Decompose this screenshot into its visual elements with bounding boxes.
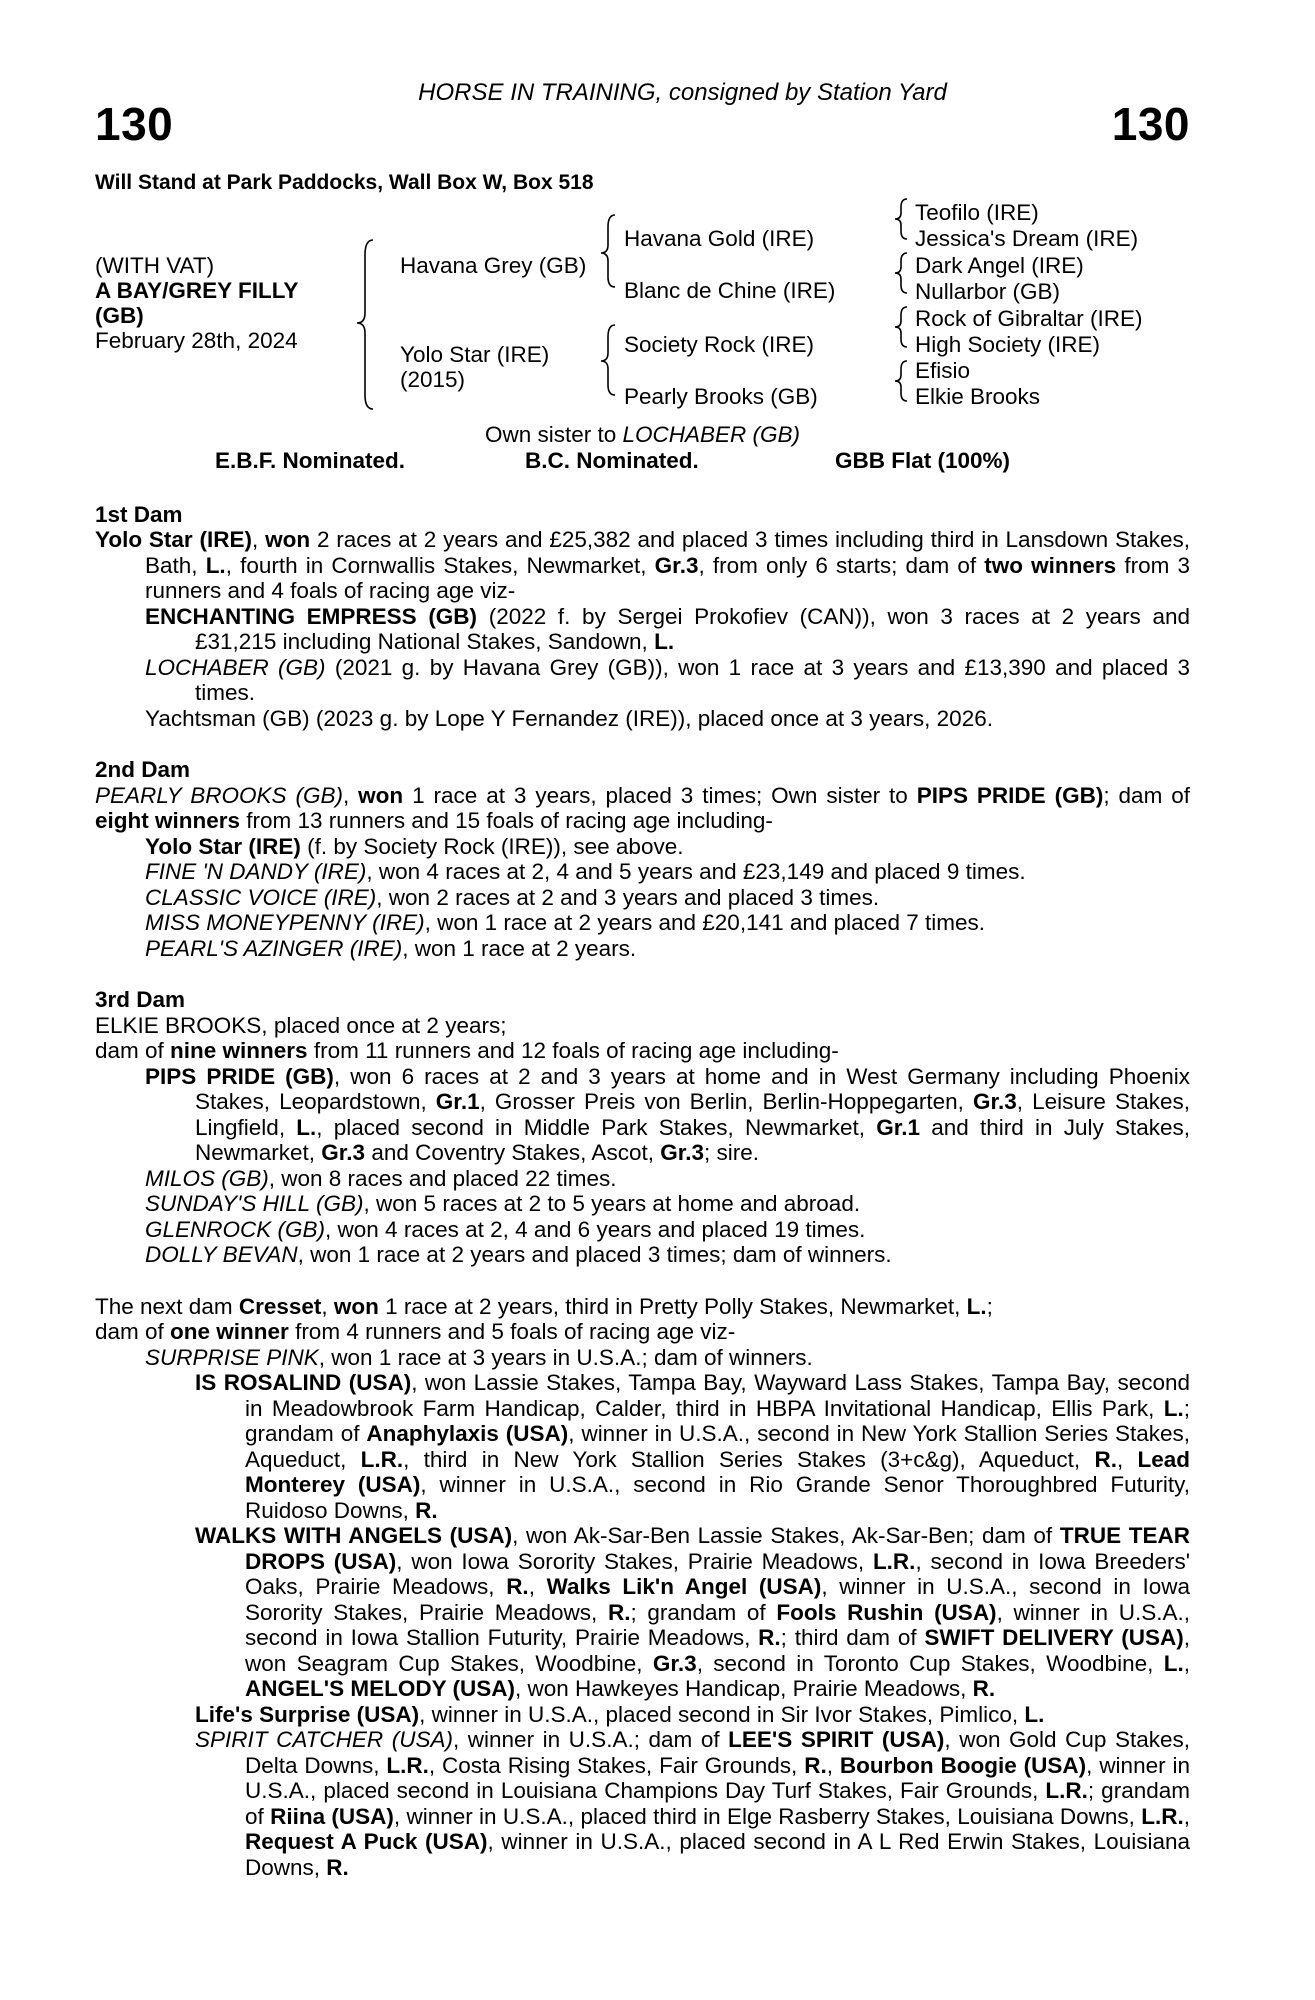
first-dam-heading: 1st Dam (95, 501, 183, 527)
offspring-name: SUNDAY'S HILL (GB) (145, 1191, 364, 1216)
offspring-name: PIPS PRIDE (GB) (145, 1063, 334, 1089)
text: and third in July Stakes, Newmarket, (195, 1114, 1190, 1165)
listed-restricted-mark: L.R. (872, 1548, 916, 1574)
text: , (1183, 1803, 1190, 1829)
text: The next dam (95, 1293, 239, 1319)
text: , won 4 races at 2, 4 and 6 years and placed 19 times. (325, 1216, 866, 1242)
offspring-entry (95, 1191, 1190, 1217)
text: from 11 runners and 12 foals of racing age including- (307, 1038, 839, 1063)
own-sister-name: LOCHABER (GB) (622, 422, 801, 447)
horse-name: TRUE TEAR DROPS (USA) (245, 1523, 1191, 1574)
first-dam-paragraph (95, 527, 1190, 604)
sire-name: Havana Grey (GB) (400, 253, 587, 278)
sep: , (342, 782, 359, 808)
third-dam-line: ELKIE BROOKS, placed once at 2 years; (95, 1012, 507, 1038)
ancestor-8: Elkie Brooks (915, 384, 1041, 409)
restricted-mark: R. (804, 1752, 827, 1778)
second-dam-heading: 2nd Dam (95, 757, 191, 782)
grand-offspring-entry (95, 1702, 1190, 1728)
brace-g3 (895, 307, 907, 347)
offspring-name: WALKS WITH ANGELS (USA) (195, 1523, 513, 1548)
third-dam-paragraph (95, 1038, 1190, 1064)
dam-name: Yolo Star (IRE) (400, 342, 550, 367)
dam-sire: Society Rock (IRE) (624, 332, 815, 357)
restricted-mark: R. (972, 1676, 996, 1701)
offspring-name: IS ROSALIND (USA) (195, 1370, 412, 1395)
text: , won Seagram Cup Stakes, Woodbine, (245, 1625, 1191, 1676)
restricted-mark: R. (1094, 1446, 1117, 1472)
own-sister-note (95, 422, 1190, 448)
listed-mark: L. (205, 552, 226, 578)
won-label: won (358, 782, 404, 808)
offspring-entry (95, 1064, 1190, 1166)
offspring-name: SPIRIT CATCHER (USA) (195, 1727, 453, 1752)
offspring-entry (95, 936, 1190, 962)
text: ; (986, 1293, 993, 1319)
text: dam of (95, 1038, 171, 1063)
listed-restricted-mark: L.R. (360, 1446, 404, 1472)
text: , winner in U.S.A., placed second in Sir Ivor Stakes, Pimlico, (419, 1701, 1025, 1727)
third-dam-heading: 3rd Dam (95, 987, 186, 1012)
offspring-name: Yolo Star (IRE) (145, 833, 301, 859)
gbb-flat: GBB Flat (100%) (835, 447, 1011, 473)
listed-restricted-mark: L.R. (386, 1752, 429, 1778)
foaling-date: February 28th, 2024 (95, 328, 298, 353)
offspring-entry (95, 859, 1190, 885)
text: ; sire. (704, 1140, 760, 1165)
ancestor-7: Efisio (915, 358, 971, 383)
horse-name: Walks Lik'n Angel (USA) (546, 1574, 822, 1599)
text: 2 races at 2 years and £25,382 and placed 3 times including third in Lansdown Stakes, Bath, (145, 527, 1190, 578)
listed-mark: L. (1163, 1650, 1184, 1676)
consignor-line: HORSE IN TRAINING, consigned by Station Yard (418, 79, 947, 106)
text: , won Lassie Stakes, Tampa Bay, Wayward Lass Stakes, Tampa Bay, second in Meadowbrook Farm Handicap, Calder, third in HBPA Invitational Handicap, Ellis Park, (245, 1370, 1191, 1421)
dam-dam: Pearly Brooks (GB) (624, 384, 818, 409)
nominations-row (95, 448, 1190, 476)
horse-name: Riina (USA) (270, 1803, 394, 1829)
offspring-entry (95, 1217, 1190, 1243)
grand-offspring-entry (95, 1727, 1190, 1880)
text: , winner in U.S.A., placed third in Elge Rasberry Stakes, Louisiana Downs, (393, 1803, 1142, 1829)
brace-dam (601, 325, 615, 395)
brace-g2 (895, 253, 907, 293)
offspring-text: Yachtsman (GB) (2023 g. by Lope Y Fernandez (IRE)), placed once at 3 years, 2026. (145, 705, 993, 731)
text: , fourth in Cornwallis Stakes, Newmarket, (225, 552, 655, 578)
offspring-name: MISS MONEYPENNY (IRE) (145, 910, 425, 935)
text: , Costa Rising Stakes, Fair Grounds, (428, 1752, 805, 1778)
next-dam-name: Cresset (238, 1293, 322, 1319)
horse-name: Fools Rushin (USA) (776, 1599, 997, 1625)
own-sister-prefix: Own sister to (484, 422, 623, 447)
text: ; grandam of (245, 1778, 1190, 1829)
text: , winner in U.S.A., placed second in Louisiana Champions Day Turf Stakes, Fair Grounds, (245, 1752, 1191, 1803)
offspring-name: ENCHANTING EMPRESS (GB) (145, 603, 478, 629)
text: ; third dam of (780, 1625, 925, 1650)
text: , second in Toronto Cup Stakes, Woodbine, (696, 1650, 1164, 1676)
text: , placed second in Middle Park Stakes, Newmarket, (316, 1114, 877, 1140)
text: , won Ak-Sar-Ben Lassie Stakes, Ak-Sar-Ben; dam of (512, 1523, 1060, 1548)
listed-mark: L. (296, 1114, 317, 1140)
winners-count: eight winners (95, 808, 241, 833)
listed-restricted-mark: L.R. (1141, 1803, 1184, 1829)
text: , winner in U.S.A., second in Iowa Sorority Stakes, Prairie Meadows, (245, 1574, 1190, 1625)
group-mark: Gr.3 (321, 1140, 366, 1165)
standing-location: Will Stand at Park Paddocks, Wall Box W, Box 518 (95, 170, 594, 194)
lot-number-right: 130 (1111, 97, 1190, 150)
text: dam of (95, 1319, 171, 1344)
second-dam-paragraph (95, 783, 1190, 834)
text: (2022 f. by Sergei Prokofiev (CAN)), won 3 races at 2 years and £31,215 including National Stakes, Sandown, (195, 603, 1190, 654)
horse-description-country: (GB) (95, 303, 144, 328)
ancestor-5: Rock of Gibraltar (IRE) (915, 306, 1143, 331)
offspring-name: CLASSIC VOICE (IRE) (145, 884, 377, 910)
group-mark: Gr.3 (654, 552, 699, 578)
text: , won 6 races at 2 and 3 years at home and in West Germany including Phoenix Stakes, Leopardstown, (195, 1063, 1191, 1114)
listed-mark: L. (1163, 1395, 1184, 1421)
sire-dam: Blanc de Chine (IRE) (624, 278, 836, 303)
text: , won 1 race at 2 years. (402, 935, 637, 961)
restricted-mark: R. (607, 1599, 631, 1625)
text: , won 1 race at 3 years in U.S.A.; dam of winners. (318, 1344, 813, 1370)
offspring-name: PEARL'S AZINGER (IRE) (145, 935, 403, 961)
winners-count: one winner (170, 1319, 289, 1344)
restricted-mark: R. (415, 1497, 438, 1523)
horse-name: Bourbon Boogie (USA) (839, 1752, 1087, 1778)
offspring-entry (95, 655, 1190, 706)
text: 1 race at 3 years, placed 3 times; Own sister to (403, 782, 917, 808)
text: , third in New York Stallion Series Stakes (3+c&g), Aqueduct, (403, 1446, 1095, 1472)
text: , (1116, 1446, 1138, 1472)
brace-g4 (895, 361, 907, 401)
ancestor-6: High Society (IRE) (915, 332, 1101, 357)
sire-sire: Havana Gold (IRE) (624, 226, 815, 251)
sep: , (321, 1293, 334, 1319)
winners-count: nine winners (170, 1038, 308, 1063)
group-mark: Gr.1 (876, 1114, 921, 1140)
dam-name: PEARLY BROOKS (GB) (95, 782, 343, 808)
text: (f. by Society Rock (IRE)), see above. (300, 833, 684, 859)
offspring-name: DOLLY BEVAN (145, 1242, 298, 1267)
ancestor-3: Dark Angel (IRE) (915, 253, 1084, 278)
group-mark: Gr.1 (435, 1089, 480, 1114)
offspring-name: Life's Surprise (USA) (195, 1701, 420, 1727)
brace-gen1 (357, 240, 373, 409)
text: , (1183, 1650, 1190, 1676)
listed-mark: L. (1024, 1701, 1045, 1727)
text: from 13 runners and 15 foals of racing age including- (240, 808, 773, 833)
won-label: won (265, 527, 311, 552)
text: , second in Iowa Breeders' Oaks, Prairie Meadows, (245, 1548, 1190, 1599)
text: , Leisure Stakes, Lingfield, (195, 1089, 1190, 1140)
horse-name: ANGEL'S MELODY (USA) (245, 1676, 515, 1701)
text: , won 1 race at 2 years and placed 3 times; dam of winners. (297, 1242, 892, 1267)
offspring-entry (95, 834, 1190, 860)
winners-count: two winners (984, 552, 1117, 578)
offspring-name: FINE 'N DANDY (IRE) (145, 859, 367, 884)
text: ; grandam of (245, 1395, 1190, 1446)
horse-description: A BAY/GREY FILLY (95, 278, 299, 303)
text: , winner in U.S.A., second in Rio Grande Senor Thoroughbred Futurity, Ruidoso Downs, (245, 1472, 1191, 1523)
restricted-mark: R. (326, 1854, 349, 1880)
offspring-name: LOCHABER (GB) (145, 654, 326, 680)
horse-name: Request A Puck (USA) (245, 1829, 488, 1854)
catalogue-page (95, 80, 1190, 1880)
horse-name: Lead Monterey (USA) (245, 1446, 1191, 1497)
lot-number-row (95, 97, 1190, 164)
next-dam-line (95, 1294, 1190, 1320)
group-mark: Gr.3 (652, 1650, 697, 1676)
listed-restricted-mark: L.R. (1045, 1778, 1088, 1803)
offspring-entry (95, 1166, 1190, 1192)
brace-sire (601, 215, 615, 287)
group-mark: Gr.3 (660, 1140, 704, 1165)
text: , won 5 races at 2 to 5 years at home and abroad. (363, 1191, 861, 1216)
offspring-entry (95, 604, 1190, 655)
text: , won 1 race at 2 years and £20,141 and placed 7 times. (424, 910, 985, 935)
text: , from only 6 starts; dam of (698, 552, 985, 578)
ancestor-2: Jessica's Dream (IRE) (915, 226, 1139, 251)
text: (2021 g. by Havana Grey (GB)), won 1 race at 3 years and £13,390 and placed 3 times. (195, 654, 1190, 705)
ebf-nomination: E.B.F. Nominated. (215, 447, 406, 473)
listed-mark: L. (654, 629, 675, 654)
sister-name: PIPS PRIDE (GB) (916, 782, 1104, 808)
ancestor-1: Teofilo (IRE) (915, 200, 1039, 225)
sep: , (252, 527, 266, 552)
vat-label: (WITH VAT) (95, 253, 215, 278)
bc-nomination: B.C. Nominated. (525, 447, 699, 473)
ancestor-4: Nullarbor (GB) (915, 279, 1061, 304)
offspring-name: SURPRISE PINK (145, 1344, 319, 1370)
text: , winner in U.S.A., placed second in A L Red Erwin Stakes, Louisiana Downs, (245, 1829, 1190, 1880)
next-dam-produce-line (95, 1319, 1190, 1345)
text: , won Hawkeyes Handicap, Prairie Meadows, (514, 1676, 973, 1701)
text: 1 race at 2 years, third in Pretty Polly Stakes, Newmarket, (378, 1293, 967, 1319)
offspring-entry (95, 1345, 1190, 1371)
text: ; dam of (1103, 782, 1190, 808)
restricted-mark: R. (758, 1625, 781, 1650)
grand-offspring-entry (95, 1523, 1190, 1702)
text: and Coventry Stakes, Ascot, (365, 1140, 661, 1165)
text: from 3 runners and 4 foals of racing age viz- (145, 552, 1190, 603)
pedigree-table (95, 195, 1190, 420)
offspring-entry (95, 1242, 1190, 1268)
offspring-entry (95, 910, 1190, 936)
horse-name: SWIFT DELIVERY (USA) (924, 1625, 1184, 1650)
text: ; grandam of (630, 1599, 777, 1625)
offspring-name: MILOS (GB) (145, 1165, 269, 1191)
lot-number-left: 130 (95, 97, 174, 150)
brace-g1 (895, 199, 907, 239)
offspring-entry (95, 706, 1190, 732)
restricted-mark: R. (506, 1574, 529, 1599)
grand-offspring-entry (95, 1370, 1190, 1523)
group-mark: Gr.3 (972, 1089, 1017, 1114)
won-label: won (333, 1293, 379, 1319)
listed-mark: L. (966, 1293, 987, 1319)
offspring-entry (95, 885, 1190, 911)
text: , won 2 races at 2 and 3 years and placed 3 times. (376, 884, 880, 910)
dam-name: Yolo Star (IRE) (95, 527, 253, 552)
dam-foaling-year: (2015) (400, 367, 466, 392)
text: , won Gold Cup Stakes, Delta Downs, (245, 1727, 1191, 1778)
text: , winner in U.S.A.; dam of (452, 1727, 729, 1752)
horse-name: Anaphylaxis (USA) (366, 1421, 569, 1446)
text: , won Iowa Sorority Stakes, Prairie Meadows, (396, 1548, 873, 1574)
text: , Grosser Preis von Berlin, Berlin-Hoppegarten, (479, 1089, 973, 1114)
offspring-name: GLENROCK (GB) (145, 1216, 326, 1242)
text: , winner in U.S.A., second in Iowa Stallion Futurity, Prairie Meadows, (245, 1599, 1190, 1650)
text: , won 4 races at 2, 4 and 5 years and £23,149 and placed 9 times. (366, 859, 1026, 884)
text: , won 8 races and placed 22 times. (268, 1165, 617, 1191)
horse-name: LEE'S SPIRIT (USA) (728, 1727, 945, 1752)
text: , (528, 1574, 547, 1599)
text: , (826, 1752, 840, 1778)
text: from 4 runners and 5 foals of racing age viz- (288, 1319, 736, 1344)
text: , winner in U.S.A., second in New York Stallion Series Stakes, Aqueduct, (245, 1421, 1190, 1472)
